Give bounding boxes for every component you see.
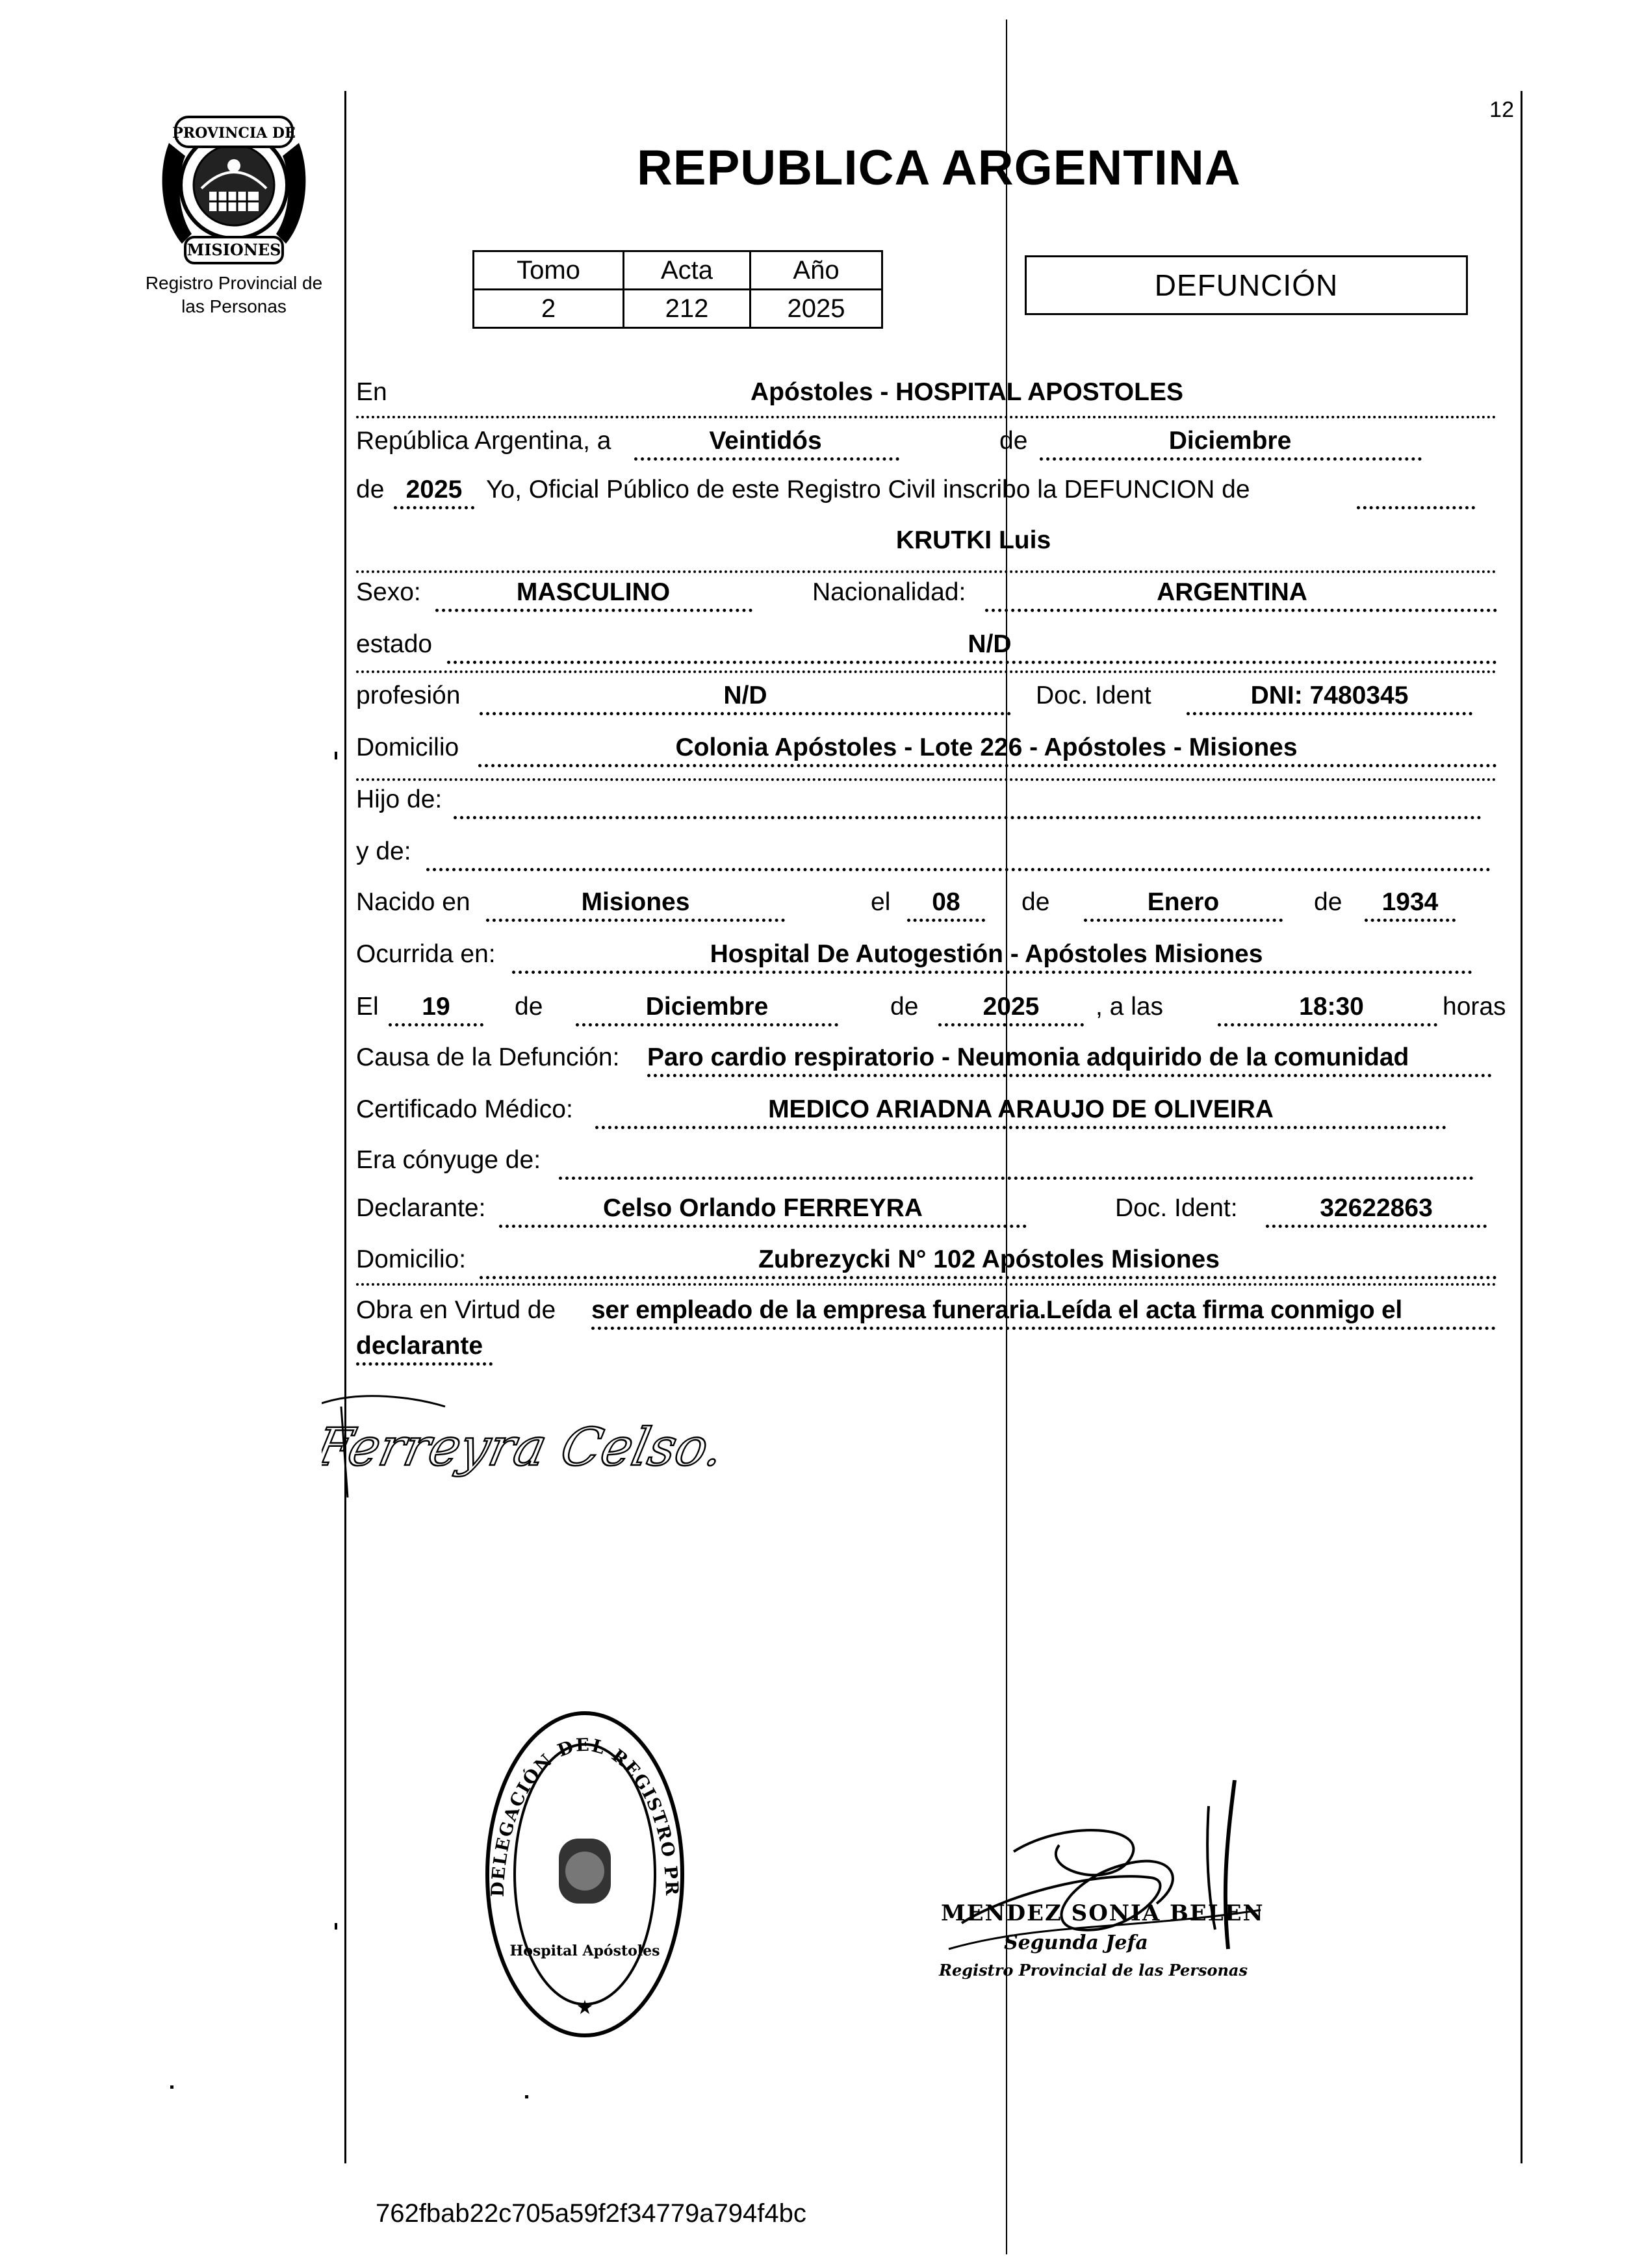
stamp-star-icon: ★	[576, 1997, 594, 2019]
declarante-value: Celso Orlando FERREYRA	[603, 1194, 923, 1222]
declarant-signature	[322, 1390, 725, 1501]
death-time-value: 18:30	[1299, 993, 1364, 1021]
tomo-header: Tomo	[474, 251, 624, 290]
row-cause	[356, 1042, 1496, 1081]
row-separator	[356, 1283, 1496, 1286]
dotted-underline	[426, 868, 1491, 871]
causa-value: Paro cardio respiratorio - Neumonia adquirido de la comunidad	[647, 1043, 1409, 1071]
nacionalidad-label: Nacionalidad:	[812, 578, 966, 606]
de-label-2: de	[356, 476, 385, 503]
dotted-underline	[447, 661, 1497, 664]
declarante-label: Declarante:	[356, 1194, 486, 1222]
dotted-underline	[1040, 457, 1422, 461]
nacido-label: Nacido en	[356, 888, 470, 916]
domicilio2-label: Domicilio:	[356, 1245, 467, 1273]
official-name: MENDEZ SONIA BELEN	[941, 1900, 1265, 1926]
en-label: En	[356, 378, 387, 406]
estado-label: estado	[356, 630, 433, 658]
declarant-signature-text: Ferreyra Celso.	[322, 1417, 725, 1478]
page-title: REPUBLICA ARGENTINA	[637, 140, 1241, 196]
row-inscribe	[356, 474, 1496, 513]
dotted-underline	[595, 1126, 1446, 1129]
conyuge-label: Era cónyuge de:	[356, 1146, 541, 1174]
dotted-underline	[559, 1177, 1474, 1180]
stamp-outer-text: DELEGACIÓN DEL REGISTRO PR	[487, 1735, 682, 1898]
acta-header: Acta	[624, 251, 751, 290]
el-label: el	[871, 888, 891, 916]
dotted-underline	[647, 1074, 1492, 1077]
dotted-underline	[1218, 1023, 1437, 1026]
sexo-label: Sexo:	[356, 578, 421, 606]
de-label-death-1: de	[515, 993, 543, 1021]
dotted-underline	[591, 1327, 1496, 1330]
ocurrida-value: Hospital De Autogestión - Apóstoles Misiones	[710, 940, 1263, 968]
row-profession-doc	[356, 680, 1496, 719]
row-y-de	[356, 836, 1496, 875]
book-reference-table	[472, 250, 883, 329]
dotted-underline	[1365, 919, 1456, 922]
de-label-birth-1: de	[1021, 888, 1050, 916]
tomo-value: 2	[474, 290, 624, 328]
birth-month-value: Enero	[1147, 888, 1220, 916]
dotted-underline	[1084, 919, 1283, 922]
domicilio2-value: Zubrezycki N° 102 Apóstoles Misiones	[758, 1245, 1220, 1273]
hijo-label: Hijo de:	[356, 785, 443, 813]
dotted-underline	[478, 764, 1497, 767]
a-las-label: , a las	[1096, 993, 1164, 1021]
row-death-date	[356, 991, 1506, 1030]
ano-header: Año	[751, 251, 882, 290]
dotted-underline	[394, 506, 474, 509]
y-de-label: y de:	[356, 837, 411, 865]
page-number: 12	[1489, 97, 1514, 122]
sexo-value: MASCULINO	[516, 578, 671, 606]
registry-caption	[120, 272, 348, 318]
dotted-underline	[480, 1276, 1497, 1279]
dotted-underline	[486, 919, 785, 922]
birth-place-value: Misiones	[581, 888, 690, 916]
row-deceased-name	[356, 525, 1496, 564]
de-label: de	[999, 427, 1028, 455]
row-separator	[356, 778, 1496, 781]
left-margin-line	[344, 91, 346, 2163]
official-stamp	[478, 1702, 692, 2040]
dotted-underline	[389, 1023, 483, 1026]
registry-caption-line2: las Personas	[181, 296, 287, 316]
estado-value: N/D	[968, 630, 1012, 658]
row-date	[356, 426, 1496, 465]
province-coat-of-arms-logo	[156, 104, 312, 273]
deceased-name: KRUTKI Luis	[895, 526, 1051, 554]
obra-line2: declarante	[356, 1332, 483, 1360]
row-spouse	[356, 1145, 1496, 1184]
ano-value: 2025	[751, 290, 882, 328]
acta-value: 212	[624, 290, 751, 328]
causa-label: Causa de la Defunción:	[356, 1043, 620, 1071]
dotted-underline	[499, 1225, 1027, 1228]
ocurrida-label: Ocurrida en:	[356, 940, 496, 968]
row-reason-2	[356, 1331, 1496, 1370]
stray-mark	[335, 752, 337, 759]
dotted-underline	[356, 1362, 493, 1366]
obra-label: Obra en Virtud de	[356, 1296, 556, 1324]
declarante-doc-value: 32622863	[1320, 1194, 1433, 1222]
dotted-underline	[435, 609, 752, 612]
dotted-underline	[1357, 506, 1475, 509]
dotted-underline	[938, 1023, 1084, 1026]
dotted-underline	[634, 457, 899, 461]
row-domicilio	[356, 732, 1496, 771]
death-year-value: 2025	[982, 993, 1040, 1021]
row-separator	[356, 670, 1496, 673]
place-value: Apóstoles - HOSPITAL APOSTOLES	[751, 378, 1183, 406]
row-occurred	[356, 939, 1496, 978]
row-separator	[356, 570, 1496, 573]
el-cap-label: El	[356, 993, 379, 1021]
dotted-underline	[576, 1023, 838, 1026]
dotted-underline	[985, 609, 1497, 612]
row-place	[356, 377, 1496, 416]
right-margin-line	[1521, 91, 1522, 2163]
document-hash: 762fbab22c705a59f2f34779a794f4bc	[376, 2199, 806, 2228]
de-label-death-2: de	[890, 993, 919, 1021]
declarante-doc-label: Doc. Ident:	[1115, 1194, 1238, 1222]
stamp-inner-text: Hospital Apóstoles	[509, 1943, 660, 1959]
month-value: Diciembre	[1168, 427, 1292, 455]
stray-mark	[170, 2085, 173, 2089]
republica-label: República Argentina, a	[356, 427, 611, 455]
document-type-box: DEFUNCIÓN	[1025, 255, 1468, 315]
death-day-value: 19	[422, 993, 450, 1021]
dotted-underline	[480, 712, 1011, 715]
stray-mark	[335, 1923, 337, 1930]
death-month-value: Diciembre	[645, 993, 769, 1021]
domicilio-value: Colonia Apóstoles - Lote 226 - Apóstoles - Misiones	[675, 733, 1298, 761]
dotted-underline	[512, 971, 1472, 974]
official-org: Registro Provincial de las Personas	[939, 1961, 1248, 1980]
row-sex-nationality	[356, 577, 1496, 616]
dotted-underline	[907, 919, 985, 922]
row-estado	[356, 629, 1496, 668]
row-separator	[356, 416, 1496, 418]
birth-day-value: 08	[932, 888, 960, 916]
doc-label: Doc. Ident	[1036, 682, 1151, 709]
dotted-underline	[1266, 1225, 1487, 1228]
day-words-value: Veintidós	[709, 427, 822, 455]
row-certificate	[356, 1094, 1496, 1133]
birth-year-value: 1934	[1381, 888, 1439, 916]
inscribe-text: Yo, Oficial Público de este Registro Civil inscribo la DEFUNCION de	[486, 476, 1250, 503]
official-role: Segunda Jefa	[1004, 1931, 1148, 1954]
registry-caption-line1: Registro Provincial de	[145, 273, 323, 293]
row-reason	[356, 1295, 1496, 1334]
profesion-value: N/D	[723, 682, 767, 709]
year-value: 2025	[405, 476, 463, 503]
certificado-label: Certificado Médico:	[356, 1095, 573, 1123]
profesion-label: profesión	[356, 682, 461, 709]
de-label-birth-2: de	[1314, 888, 1342, 916]
dotted-underline	[454, 816, 1482, 819]
nacionalidad-value: ARGENTINA	[1157, 578, 1307, 606]
logo-text-bottom: MISIONES	[186, 240, 281, 259]
row-declarant-address	[356, 1244, 1496, 1283]
row-declarant	[356, 1193, 1496, 1232]
certificado-value: MEDICO ARIADNA ARAUJO DE OLIVEIRA	[768, 1095, 1274, 1123]
dotted-underline	[1187, 712, 1472, 715]
row-hijo-de	[356, 784, 1496, 823]
stray-mark	[525, 2095, 528, 2098]
obra-line1: ser empleado de la empresa funeraria.Leída el acta firma conmigo el	[591, 1296, 1402, 1324]
horas-label: horas	[1443, 993, 1506, 1021]
row-birth	[356, 887, 1496, 926]
domicilio-label: Domicilio	[356, 733, 459, 761]
logo-text-top: PROVINCIA DE	[172, 125, 296, 142]
doc-value: DNI: 7480345	[1250, 682, 1409, 709]
